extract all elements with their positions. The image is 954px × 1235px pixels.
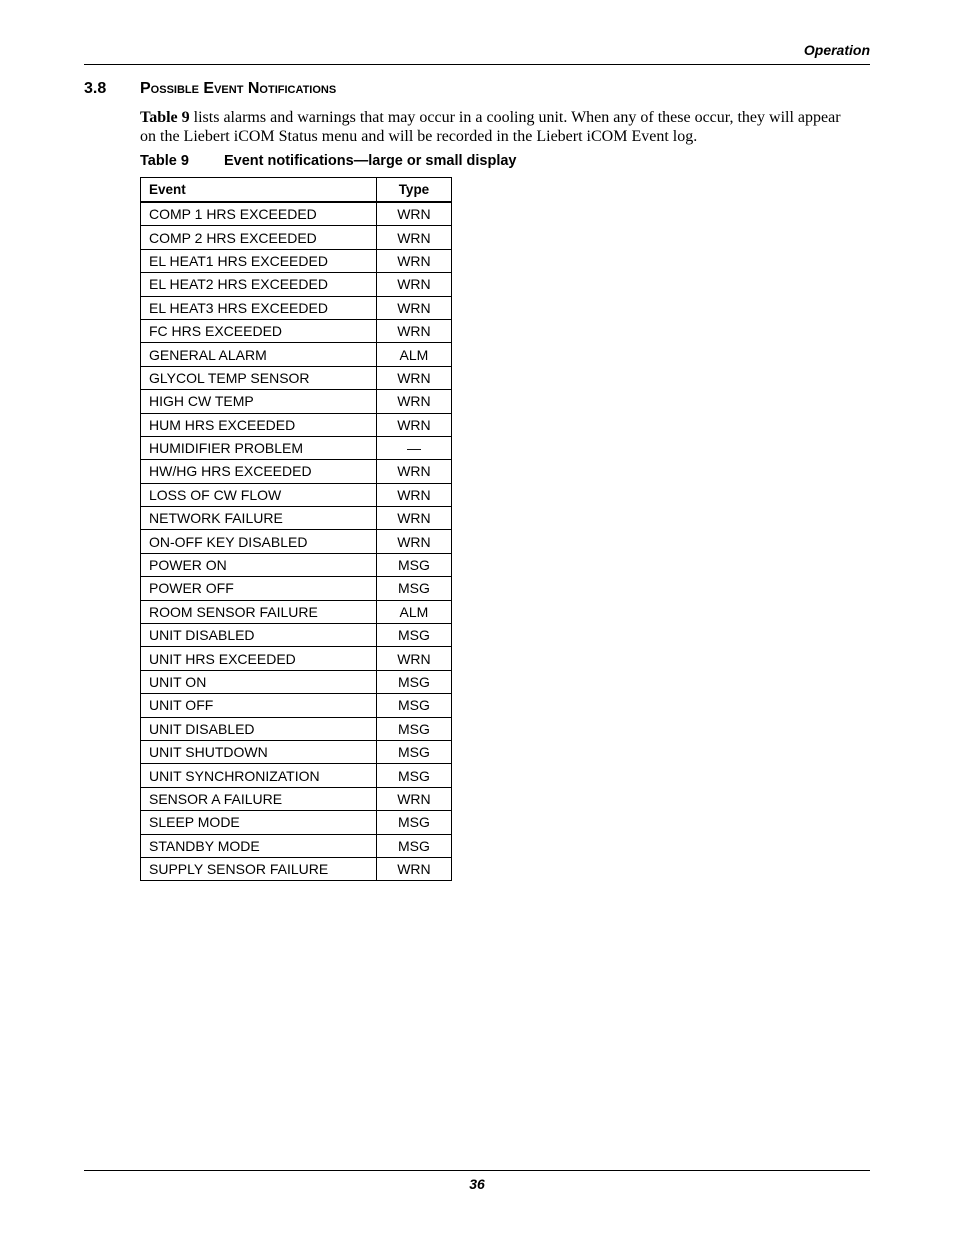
event-notifications-table bbox=[140, 177, 452, 881]
type-cell: ALM bbox=[376, 600, 451, 623]
section-number: 3.8 bbox=[84, 80, 107, 97]
table-row bbox=[141, 834, 452, 857]
type-cell: — bbox=[376, 436, 451, 459]
event-cell: HIGH CW TEMP bbox=[141, 390, 377, 413]
event-cell: POWER ON bbox=[141, 553, 377, 576]
event-cell: STANDBY MODE bbox=[141, 834, 377, 857]
event-cell: UNIT ON bbox=[141, 670, 377, 693]
table-row bbox=[141, 670, 452, 693]
table-row bbox=[141, 811, 452, 834]
type-cell: MSG bbox=[376, 670, 451, 693]
event-cell: NETWORK FAILURE bbox=[141, 507, 377, 530]
header-rule bbox=[84, 64, 870, 65]
event-cell: HUMIDIFIER PROBLEM bbox=[141, 436, 377, 459]
table-row bbox=[141, 600, 452, 623]
event-cell: COMP 1 HRS EXCEEDED bbox=[141, 202, 377, 226]
table-row bbox=[141, 460, 452, 483]
type-cell: WRN bbox=[376, 273, 451, 296]
table-row bbox=[141, 390, 452, 413]
table-row bbox=[141, 202, 452, 226]
table-row bbox=[141, 436, 452, 459]
type-cell: MSG bbox=[376, 694, 451, 717]
event-cell: LOSS OF CW FLOW bbox=[141, 483, 377, 506]
event-cell: GENERAL ALARM bbox=[141, 343, 377, 366]
table-row bbox=[141, 366, 452, 389]
event-cell: EL HEAT1 HRS EXCEEDED bbox=[141, 249, 377, 272]
column-header-event: Event bbox=[141, 178, 377, 203]
table-caption-title: Event notifications—large or small display bbox=[224, 153, 517, 169]
table-row bbox=[141, 647, 452, 670]
table-row bbox=[141, 624, 452, 647]
table-row bbox=[141, 740, 452, 763]
type-cell: WRN bbox=[376, 530, 451, 553]
table-row bbox=[141, 226, 452, 249]
column-header-type: Type bbox=[376, 178, 451, 203]
type-cell: WRN bbox=[376, 413, 451, 436]
table-row bbox=[141, 694, 452, 717]
type-cell: WRN bbox=[376, 390, 451, 413]
type-cell: MSG bbox=[376, 740, 451, 763]
event-cell: HW/HG HRS EXCEEDED bbox=[141, 460, 377, 483]
type-cell: MSG bbox=[376, 577, 451, 600]
type-cell: WRN bbox=[376, 202, 451, 226]
type-cell: MSG bbox=[376, 811, 451, 834]
type-cell: MSG bbox=[376, 717, 451, 740]
type-cell: WRN bbox=[376, 507, 451, 530]
table-row bbox=[141, 857, 452, 880]
type-cell: WRN bbox=[376, 857, 451, 880]
table-row bbox=[141, 530, 452, 553]
type-cell: MSG bbox=[376, 624, 451, 647]
type-cell: ALM bbox=[376, 343, 451, 366]
table-reference: Table 9 bbox=[140, 109, 190, 126]
table-row bbox=[141, 413, 452, 436]
event-cell: UNIT DISABLED bbox=[141, 624, 377, 647]
table-row bbox=[141, 319, 452, 342]
footer-rule bbox=[84, 1170, 870, 1171]
type-cell: MSG bbox=[376, 764, 451, 787]
event-cell: SUPPLY SENSOR FAILURE bbox=[141, 857, 377, 880]
type-cell: WRN bbox=[376, 483, 451, 506]
table-caption-label: Table 9 bbox=[140, 153, 189, 169]
type-cell: WRN bbox=[376, 249, 451, 272]
table-row bbox=[141, 249, 452, 272]
event-cell: SENSOR A FAILURE bbox=[141, 787, 377, 810]
table-row bbox=[141, 483, 452, 506]
event-cell: UNIT SYNCHRONIZATION bbox=[141, 764, 377, 787]
table-row bbox=[141, 296, 452, 319]
table-caption bbox=[140, 153, 517, 169]
type-cell: WRN bbox=[376, 366, 451, 389]
section-heading: Possible Event Notifications bbox=[140, 80, 337, 97]
table-row bbox=[141, 507, 452, 530]
event-cell: HUM HRS EXCEEDED bbox=[141, 413, 377, 436]
intro-text: lists alarms and warnings that may occur in a cooling unit. When any of these occur, they will appear on the Liebert iCOM Status menu and will be recorded in the Liebert iCOM Event log. bbox=[140, 109, 841, 145]
table-row bbox=[141, 273, 452, 296]
event-cell: UNIT HRS EXCEEDED bbox=[141, 647, 377, 670]
event-cell: UNIT DISABLED bbox=[141, 717, 377, 740]
event-cell: ON-OFF KEY DISABLED bbox=[141, 530, 377, 553]
type-cell: WRN bbox=[376, 226, 451, 249]
table-row bbox=[141, 577, 452, 600]
type-cell: MSG bbox=[376, 553, 451, 576]
table-row bbox=[141, 343, 452, 366]
event-cell: UNIT SHUTDOWN bbox=[141, 740, 377, 763]
event-cell: SLEEP MODE bbox=[141, 811, 377, 834]
type-cell: WRN bbox=[376, 647, 451, 670]
table-body bbox=[141, 202, 452, 881]
running-head: Operation bbox=[803, 42, 870, 58]
page-number: 36 bbox=[469, 1176, 485, 1192]
table-row bbox=[141, 553, 452, 576]
table-row bbox=[141, 787, 452, 810]
event-cell: ROOM SENSOR FAILURE bbox=[141, 600, 377, 623]
table-header-row bbox=[141, 178, 452, 203]
event-cell: UNIT OFF bbox=[141, 694, 377, 717]
type-cell: WRN bbox=[376, 787, 451, 810]
event-cell: GLYCOL TEMP SENSOR bbox=[141, 366, 377, 389]
type-cell: WRN bbox=[376, 460, 451, 483]
section-title bbox=[84, 80, 336, 98]
type-cell: WRN bbox=[376, 296, 451, 319]
event-cell: POWER OFF bbox=[141, 577, 377, 600]
event-cell: EL HEAT2 HRS EXCEEDED bbox=[141, 273, 377, 296]
event-cell: EL HEAT3 HRS EXCEEDED bbox=[141, 296, 377, 319]
event-cell: COMP 2 HRS EXCEEDED bbox=[141, 226, 377, 249]
table-row bbox=[141, 717, 452, 740]
type-cell: MSG bbox=[376, 834, 451, 857]
event-cell: FC HRS EXCEEDED bbox=[141, 319, 377, 342]
table-row bbox=[141, 764, 452, 787]
intro-paragraph bbox=[140, 108, 860, 146]
type-cell: WRN bbox=[376, 319, 451, 342]
